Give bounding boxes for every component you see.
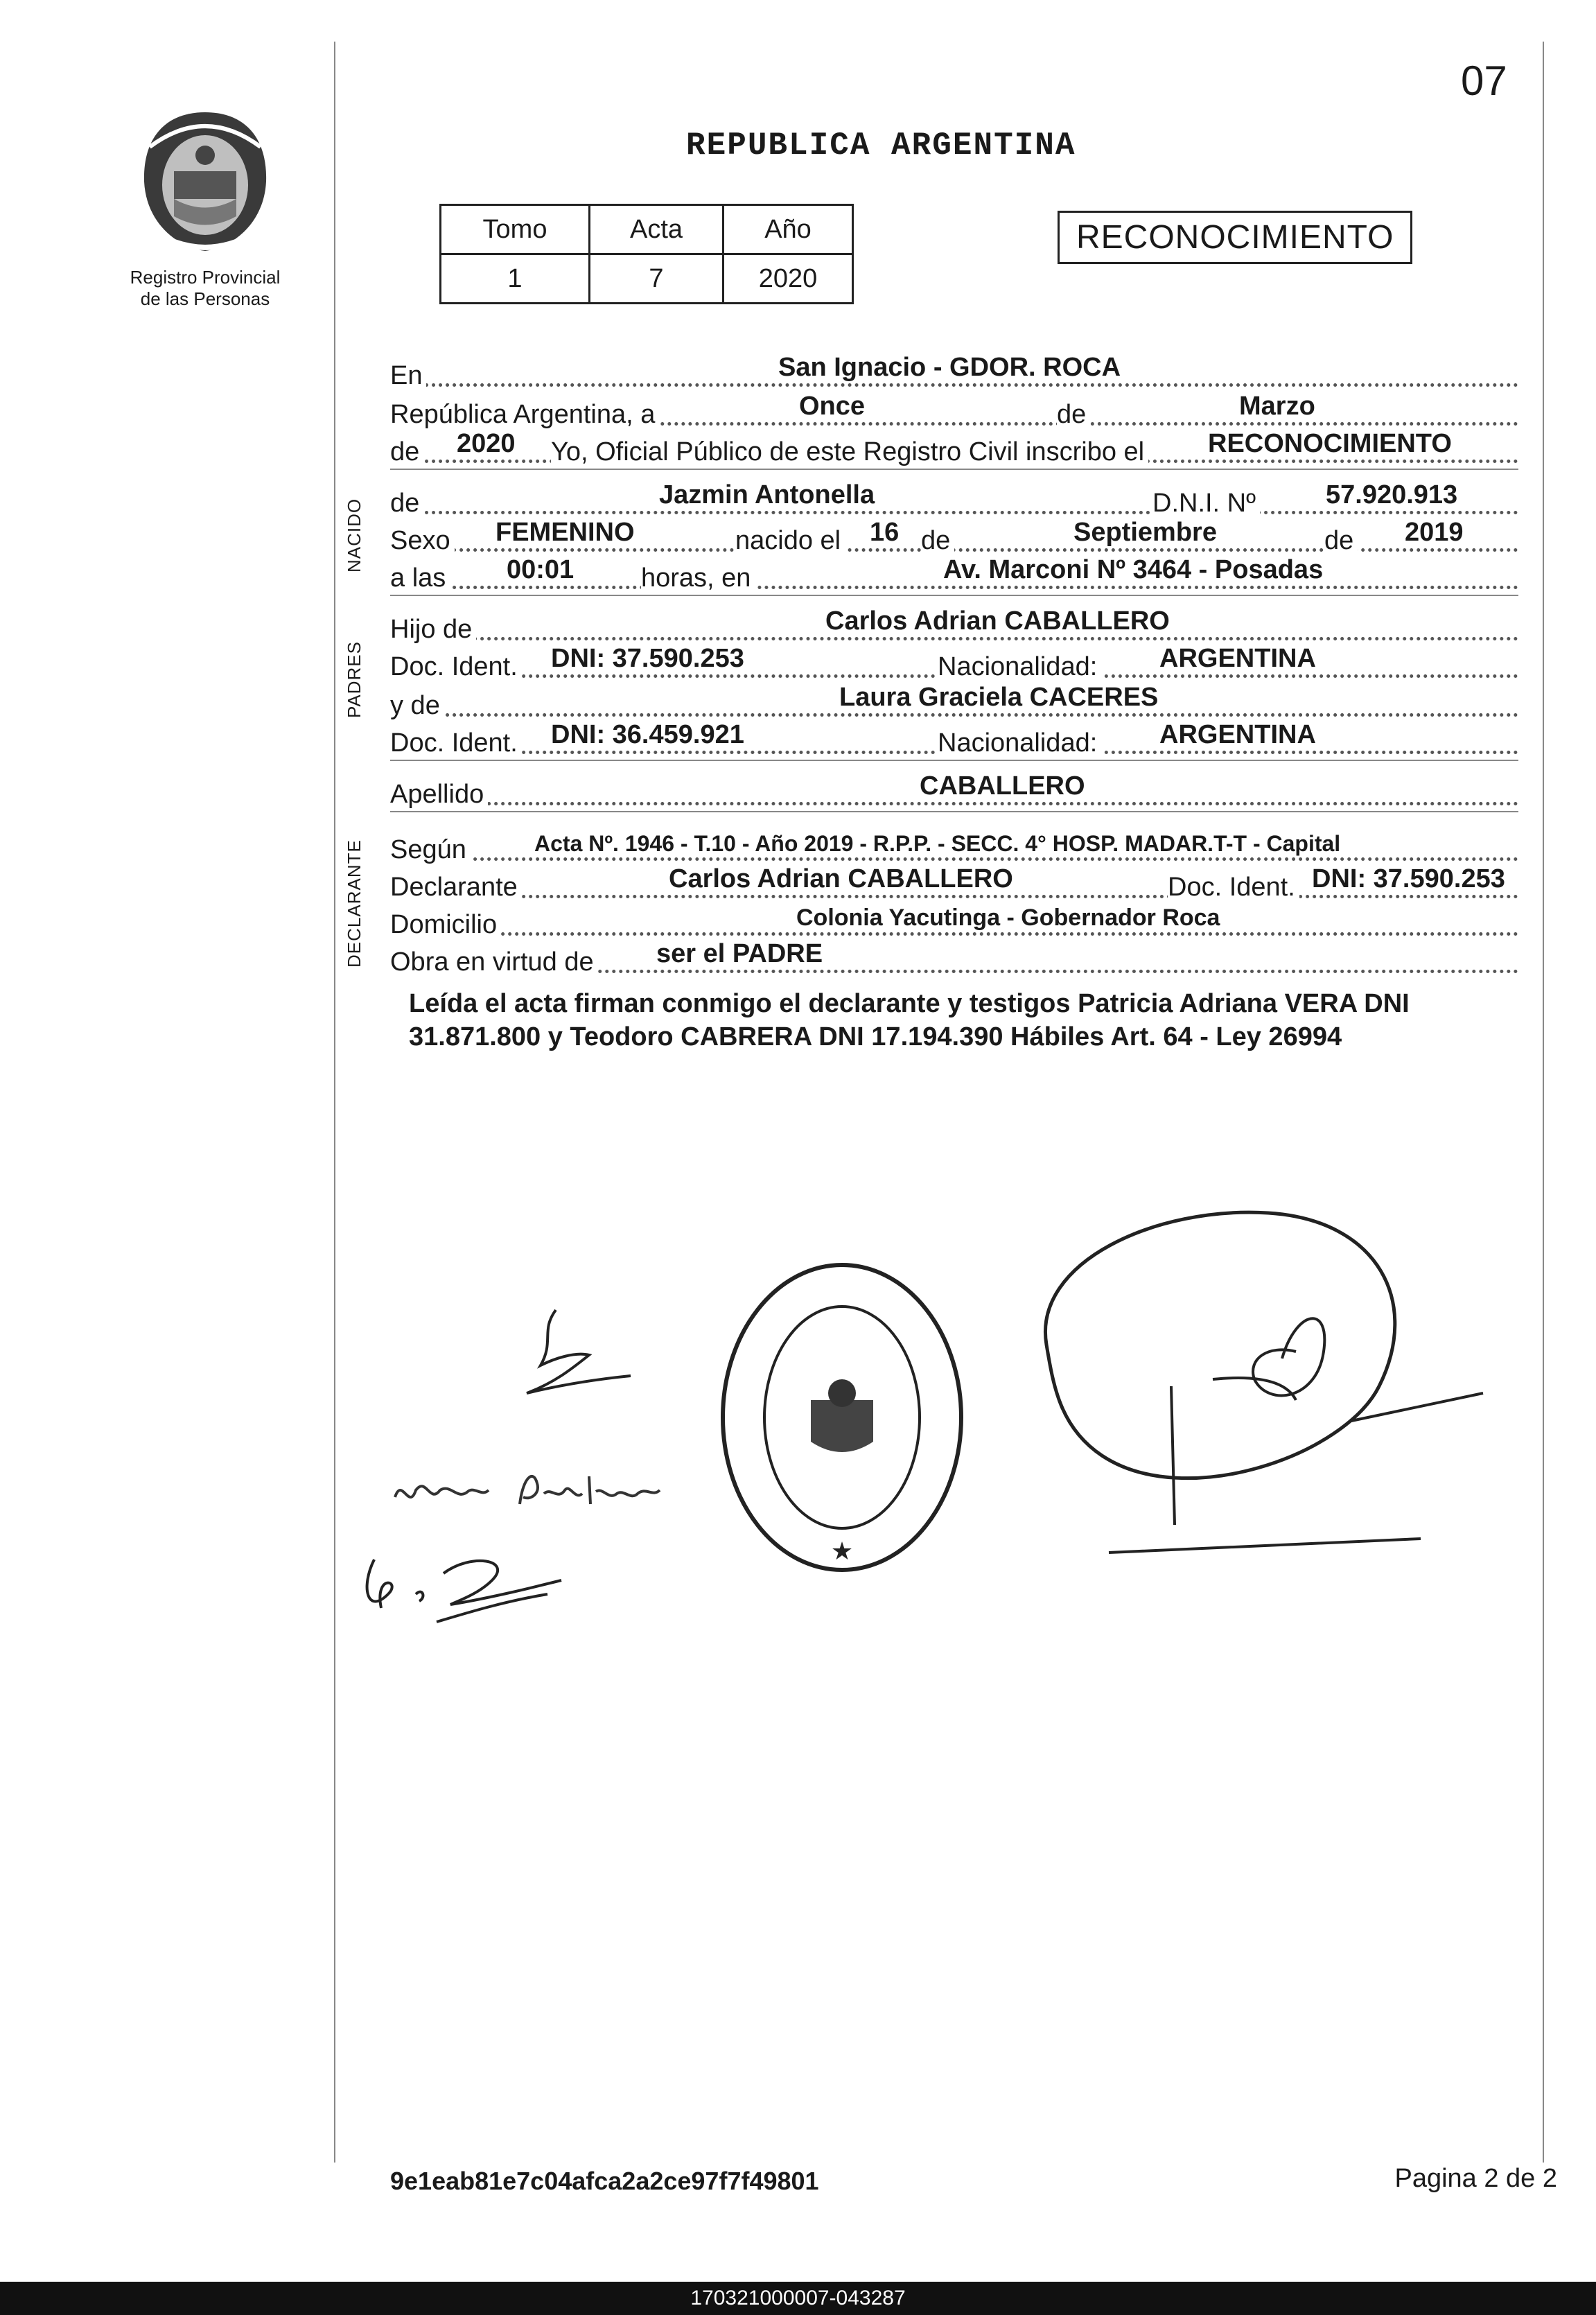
label-domicilio: Domicilio — [390, 910, 501, 940]
closing-note: Leída el acta firman conmigo el declarante y testigos Patricia Adriana VERA DNI 31.871.800 y Teodoro CABRERA DNI 17.194.390 Hábiles Art. 64 - Ley 26994 — [409, 989, 1410, 1051]
table-header-tomo: Tomo — [441, 205, 590, 254]
witness-signature-vera — [388, 1462, 665, 1518]
row-madre-doc — [390, 719, 1518, 758]
label-de-anio: de — [390, 437, 423, 467]
acta-reference-table — [439, 204, 854, 304]
pagination: Pagina 2 de 2 — [1394, 2164, 1557, 2193]
table-header-anio: Año — [724, 205, 853, 254]
label-de-nombre: de — [390, 489, 423, 518]
misiones-emblem-logo — [136, 105, 274, 258]
value-domicilio: Colonia Yacutinga - Gobernador Roca — [796, 905, 1220, 931]
table-value-tomo: 1 — [441, 254, 590, 304]
label-doc-ident: Doc. Ident. — [390, 728, 522, 758]
page-number: 07 — [1461, 58, 1507, 104]
declarant-signature — [513, 1303, 638, 1414]
row-domicilio — [390, 901, 1518, 940]
label-republica: República Argentina, a — [390, 400, 659, 430]
row-apellido — [390, 771, 1518, 810]
row-declarante — [390, 864, 1518, 902]
value-dia: Once — [799, 392, 866, 421]
value-madre-nacionalidad: ARGENTINA — [1159, 720, 1316, 749]
value-padre-nacionalidad: ARGENTINA — [1159, 644, 1316, 673]
row-obra — [390, 938, 1518, 977]
label-de-mes: de — [921, 526, 954, 556]
label-hijo-de: Hijo de — [390, 615, 476, 645]
barcode-id: 170321000007-043287 — [690, 2287, 906, 2309]
document-type-box: RECONOCIMIENTO — [1058, 211, 1412, 264]
label-obra: Obra en virtud de — [390, 947, 598, 977]
value-segun: Acta Nº. 1946 - T.10 - Año 2019 - R.P.P. - SECC. 4° HOSP. MADAR.T-T - Capital — [534, 831, 1341, 856]
row-madre — [390, 682, 1518, 721]
side-label-declarante: DECLARANTE — [344, 839, 365, 968]
value-madre-doc: DNI: 36.459.921 — [551, 720, 744, 749]
label-nacionalidad: Nacionalidad: — [938, 728, 1101, 758]
side-label-nacido: NACIDO — [344, 498, 365, 573]
delegate-signature-stamp — [1005, 1192, 1490, 1580]
value-apellido: CABALLERO — [920, 771, 1085, 801]
value-lugar-nacimiento: Av. Marconi Nº 3464 - Posadas — [943, 555, 1324, 584]
witness-signature-cabrera — [353, 1532, 575, 1636]
label-oficial: Yo, Oficial Público de este Registro Civil inscribo el — [551, 437, 1148, 467]
label-sexo: Sexo — [390, 526, 455, 556]
value-lugar-inscripcion: San Ignacio - GDOR. ROCA — [778, 353, 1121, 382]
separator — [390, 595, 1518, 596]
round-stamp-icon — [714, 1255, 970, 1580]
label-en: En — [390, 361, 426, 391]
row-padre-doc — [390, 643, 1518, 682]
page-title: REPUBLICA ARGENTINA — [686, 128, 1076, 164]
value-nac-mes: Septiembre — [1073, 518, 1217, 547]
witness-signature-text: vera Patricia — [388, 1462, 392, 1463]
label-de: de — [1057, 400, 1090, 430]
right-margin-rule — [1543, 42, 1544, 2163]
row-nombre — [390, 480, 1518, 518]
value-obra: ser el PADRE — [656, 939, 823, 968]
bottom-barcode-bar — [0, 2282, 1596, 2315]
delegation-round-stamp — [714, 1255, 970, 1580]
row-sexo — [390, 517, 1518, 556]
emblem-icon — [136, 105, 274, 258]
left-margin-rule — [334, 42, 335, 2163]
registry-name-line2: de las Personas — [140, 288, 270, 309]
table-value-anio: 2020 — [724, 254, 853, 304]
row-oficial — [390, 428, 1518, 467]
value-inscripcion: RECONOCIMIENTO — [1208, 429, 1452, 458]
value-nac-anio: 2019 — [1405, 518, 1464, 547]
row-hora — [390, 554, 1518, 593]
separator — [390, 469, 1518, 470]
registry-name-line1: Registro Provincial — [130, 267, 281, 288]
value-hora: 00:01 — [507, 555, 575, 584]
table-header-acta: Acta — [590, 205, 724, 254]
label-doc-ident: Doc. Ident. — [390, 652, 522, 682]
document-hash: 9e1eab81e7c04afca2a2ce97f7f49801 — [390, 2167, 819, 2195]
value-nombre: Jazmin Antonella — [659, 480, 875, 509]
label-a-las: a las — [390, 564, 450, 593]
label-dni: D.N.I. Nº — [1152, 489, 1260, 518]
value-padre: Carlos Adrian CABALLERO — [825, 606, 1170, 636]
value-dni: 57.920.913 — [1326, 480, 1458, 509]
value-padre-doc: DNI: 37.590.253 — [551, 644, 744, 673]
row-en — [390, 352, 1518, 391]
label-declarante: Declarante — [390, 873, 522, 902]
delegate-signature-icon — [1005, 1192, 1490, 1580]
value-madre: Laura Graciela CACERES — [839, 683, 1159, 712]
label-segun: Según — [390, 835, 471, 865]
table-value-acta: 7 — [590, 254, 724, 304]
label-apellido: Apellido — [390, 780, 488, 810]
row-fecha — [390, 391, 1518, 430]
separator — [390, 760, 1518, 761]
label-y-de: y de — [390, 691, 444, 721]
side-label-padres: PADRES — [344, 641, 365, 718]
value-mes: Marzo — [1239, 392, 1315, 421]
row-segun — [390, 826, 1518, 865]
value-nac-dia: 16 — [870, 518, 900, 547]
value-decl-doc: DNI: 37.590.253 — [1312, 864, 1505, 893]
separator — [390, 811, 1518, 812]
label-de-anio-nac: de — [1324, 526, 1358, 556]
label-decl-doc: Doc. Ident. — [1168, 873, 1299, 902]
value-anio: 2020 — [457, 429, 516, 458]
label-nacionalidad: Nacionalidad: — [938, 652, 1101, 682]
svg-text:★: ★ — [830, 1537, 854, 1566]
label-horas-en: horas, en — [641, 564, 755, 593]
value-sexo: FEMENINO — [496, 518, 635, 547]
value-declarante: Carlos Adrian CABALLERO — [669, 864, 1013, 893]
label-nacido: nacido el — [735, 526, 845, 556]
row-padre — [390, 606, 1518, 645]
